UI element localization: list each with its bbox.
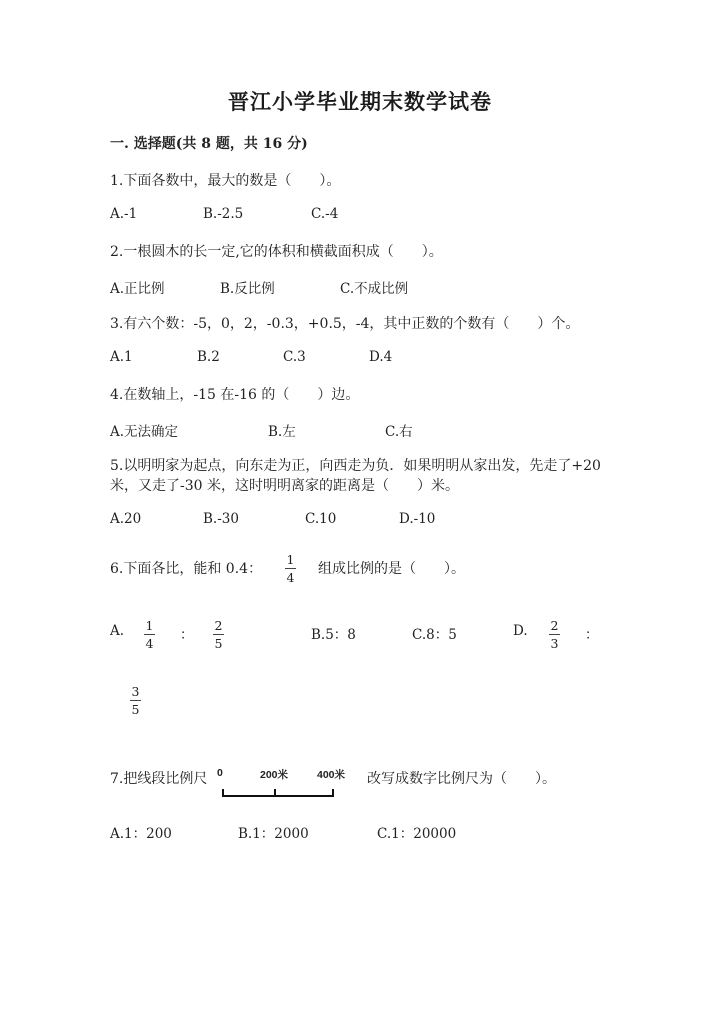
- question-2-option-a[interactable]: A.正比例: [110, 281, 165, 297]
- question-7-option-c[interactable]: C.1：20000: [377, 826, 457, 842]
- question-6-option-a-label: A.: [110, 623, 125, 639]
- fraction-denominator: 4: [145, 636, 154, 651]
- scale-bar-middle-tick: [274, 789, 276, 795]
- fraction-denominator: 5: [131, 702, 140, 717]
- question-6-option-a-fraction-2: [213, 618, 224, 651]
- fraction-numerator: 2: [550, 618, 559, 633]
- question-6-stem-before: 6.下面各比，能和 0.4：: [110, 561, 263, 577]
- scale-label-200: 200米: [260, 769, 289, 781]
- question-1-option-b[interactable]: B.-2.5: [203, 206, 244, 222]
- question-6-option-a-colon: ：: [180, 627, 194, 643]
- question-6-option-d-fraction-1: [549, 618, 560, 651]
- scale-label-0: 0: [217, 767, 223, 779]
- question-1-option-a[interactable]: A.-1: [110, 206, 138, 222]
- question-6-option-a-fraction-1: [144, 618, 155, 651]
- question-5-option-c[interactable]: C.10: [305, 511, 337, 527]
- fraction-denominator: 5: [214, 636, 223, 651]
- fraction-numerator: 2: [214, 618, 223, 633]
- question-2-stem: 2.一根圆木的长一定,它的体积和横截面积成（ ）。: [110, 244, 443, 260]
- fraction-bar: [549, 634, 560, 635]
- fraction-numerator: 1: [145, 618, 154, 633]
- fraction-bar: [144, 634, 155, 635]
- question-1-option-c[interactable]: C.-4: [311, 206, 339, 222]
- question-7-stem-after: 改写成数字比例尺为（ ）。: [367, 771, 556, 787]
- page-title: 晋江小学毕业期末数学试卷: [228, 89, 492, 114]
- question-2-option-b[interactable]: B.反比例: [220, 281, 275, 297]
- question-1-stem: 1.下面各数中，最大的数是（ ）。: [110, 173, 341, 189]
- question-6-option-d-colon: ：: [585, 627, 599, 643]
- question-4-option-a[interactable]: A.无法确定: [110, 424, 179, 440]
- question-6-option-c[interactable]: C.8：5: [412, 627, 457, 643]
- question-6-stem-after: 组成比例的是（ ）。: [318, 561, 465, 577]
- fraction-denominator: 3: [550, 636, 559, 651]
- fraction-bar: [130, 700, 141, 701]
- question-6-stem-fraction: [285, 552, 296, 585]
- question-4-stem: 4.在数轴上，-15 在-16 的（ ）边。: [110, 387, 360, 403]
- question-5-option-a[interactable]: A.20: [110, 511, 142, 527]
- question-3-option-b[interactable]: B.2: [197, 349, 220, 365]
- question-5-option-b[interactable]: B.-30: [203, 511, 239, 527]
- question-3-stem: 3.有六个数：-5，0，2，-0.3，+0.5，-4，其中正数的个数有（ ）个。: [110, 316, 580, 332]
- question-6-option-b[interactable]: B.5：8: [311, 627, 356, 643]
- question-7-option-a[interactable]: A.1：200: [110, 826, 172, 842]
- fraction-bar: [285, 568, 296, 569]
- question-6-option-d-label: D.: [513, 623, 528, 639]
- question-3-option-a[interactable]: A.1: [110, 349, 133, 365]
- fraction-numerator: 3: [131, 684, 140, 699]
- question-5-stem-line-1: 5.以明明家为起点，向东走为正，向西走为负．如果明明从家出发，先走了+20: [110, 458, 601, 474]
- fraction-numerator: 1: [286, 552, 295, 567]
- question-6-option-d-fraction-2: [130, 684, 141, 717]
- scale-label-400: 400米: [317, 769, 346, 781]
- question-3-option-c[interactable]: C.3: [283, 349, 306, 365]
- question-7-stem-before: 7.把线段比例尺: [110, 771, 208, 787]
- scale-bar-line: [222, 789, 334, 797]
- question-3-option-d[interactable]: D.4: [369, 349, 393, 365]
- question-2-option-c[interactable]: C.不成比例: [340, 281, 409, 297]
- question-4-option-b[interactable]: B.左: [268, 424, 296, 440]
- fraction-denominator: 4: [286, 570, 295, 585]
- question-7-option-b[interactable]: B.1：2000: [238, 826, 309, 842]
- question-4-option-c[interactable]: C.右: [385, 424, 413, 440]
- section-heading: 一. 选择题(共 8 题，共 16 分): [110, 136, 308, 152]
- fraction-bar: [213, 634, 224, 635]
- question-5-option-d[interactable]: D.-10: [399, 511, 436, 527]
- question-5-stem-line-2: 米，又走了-30 米，这时明明离家的距离是（ ）米。: [110, 478, 459, 494]
